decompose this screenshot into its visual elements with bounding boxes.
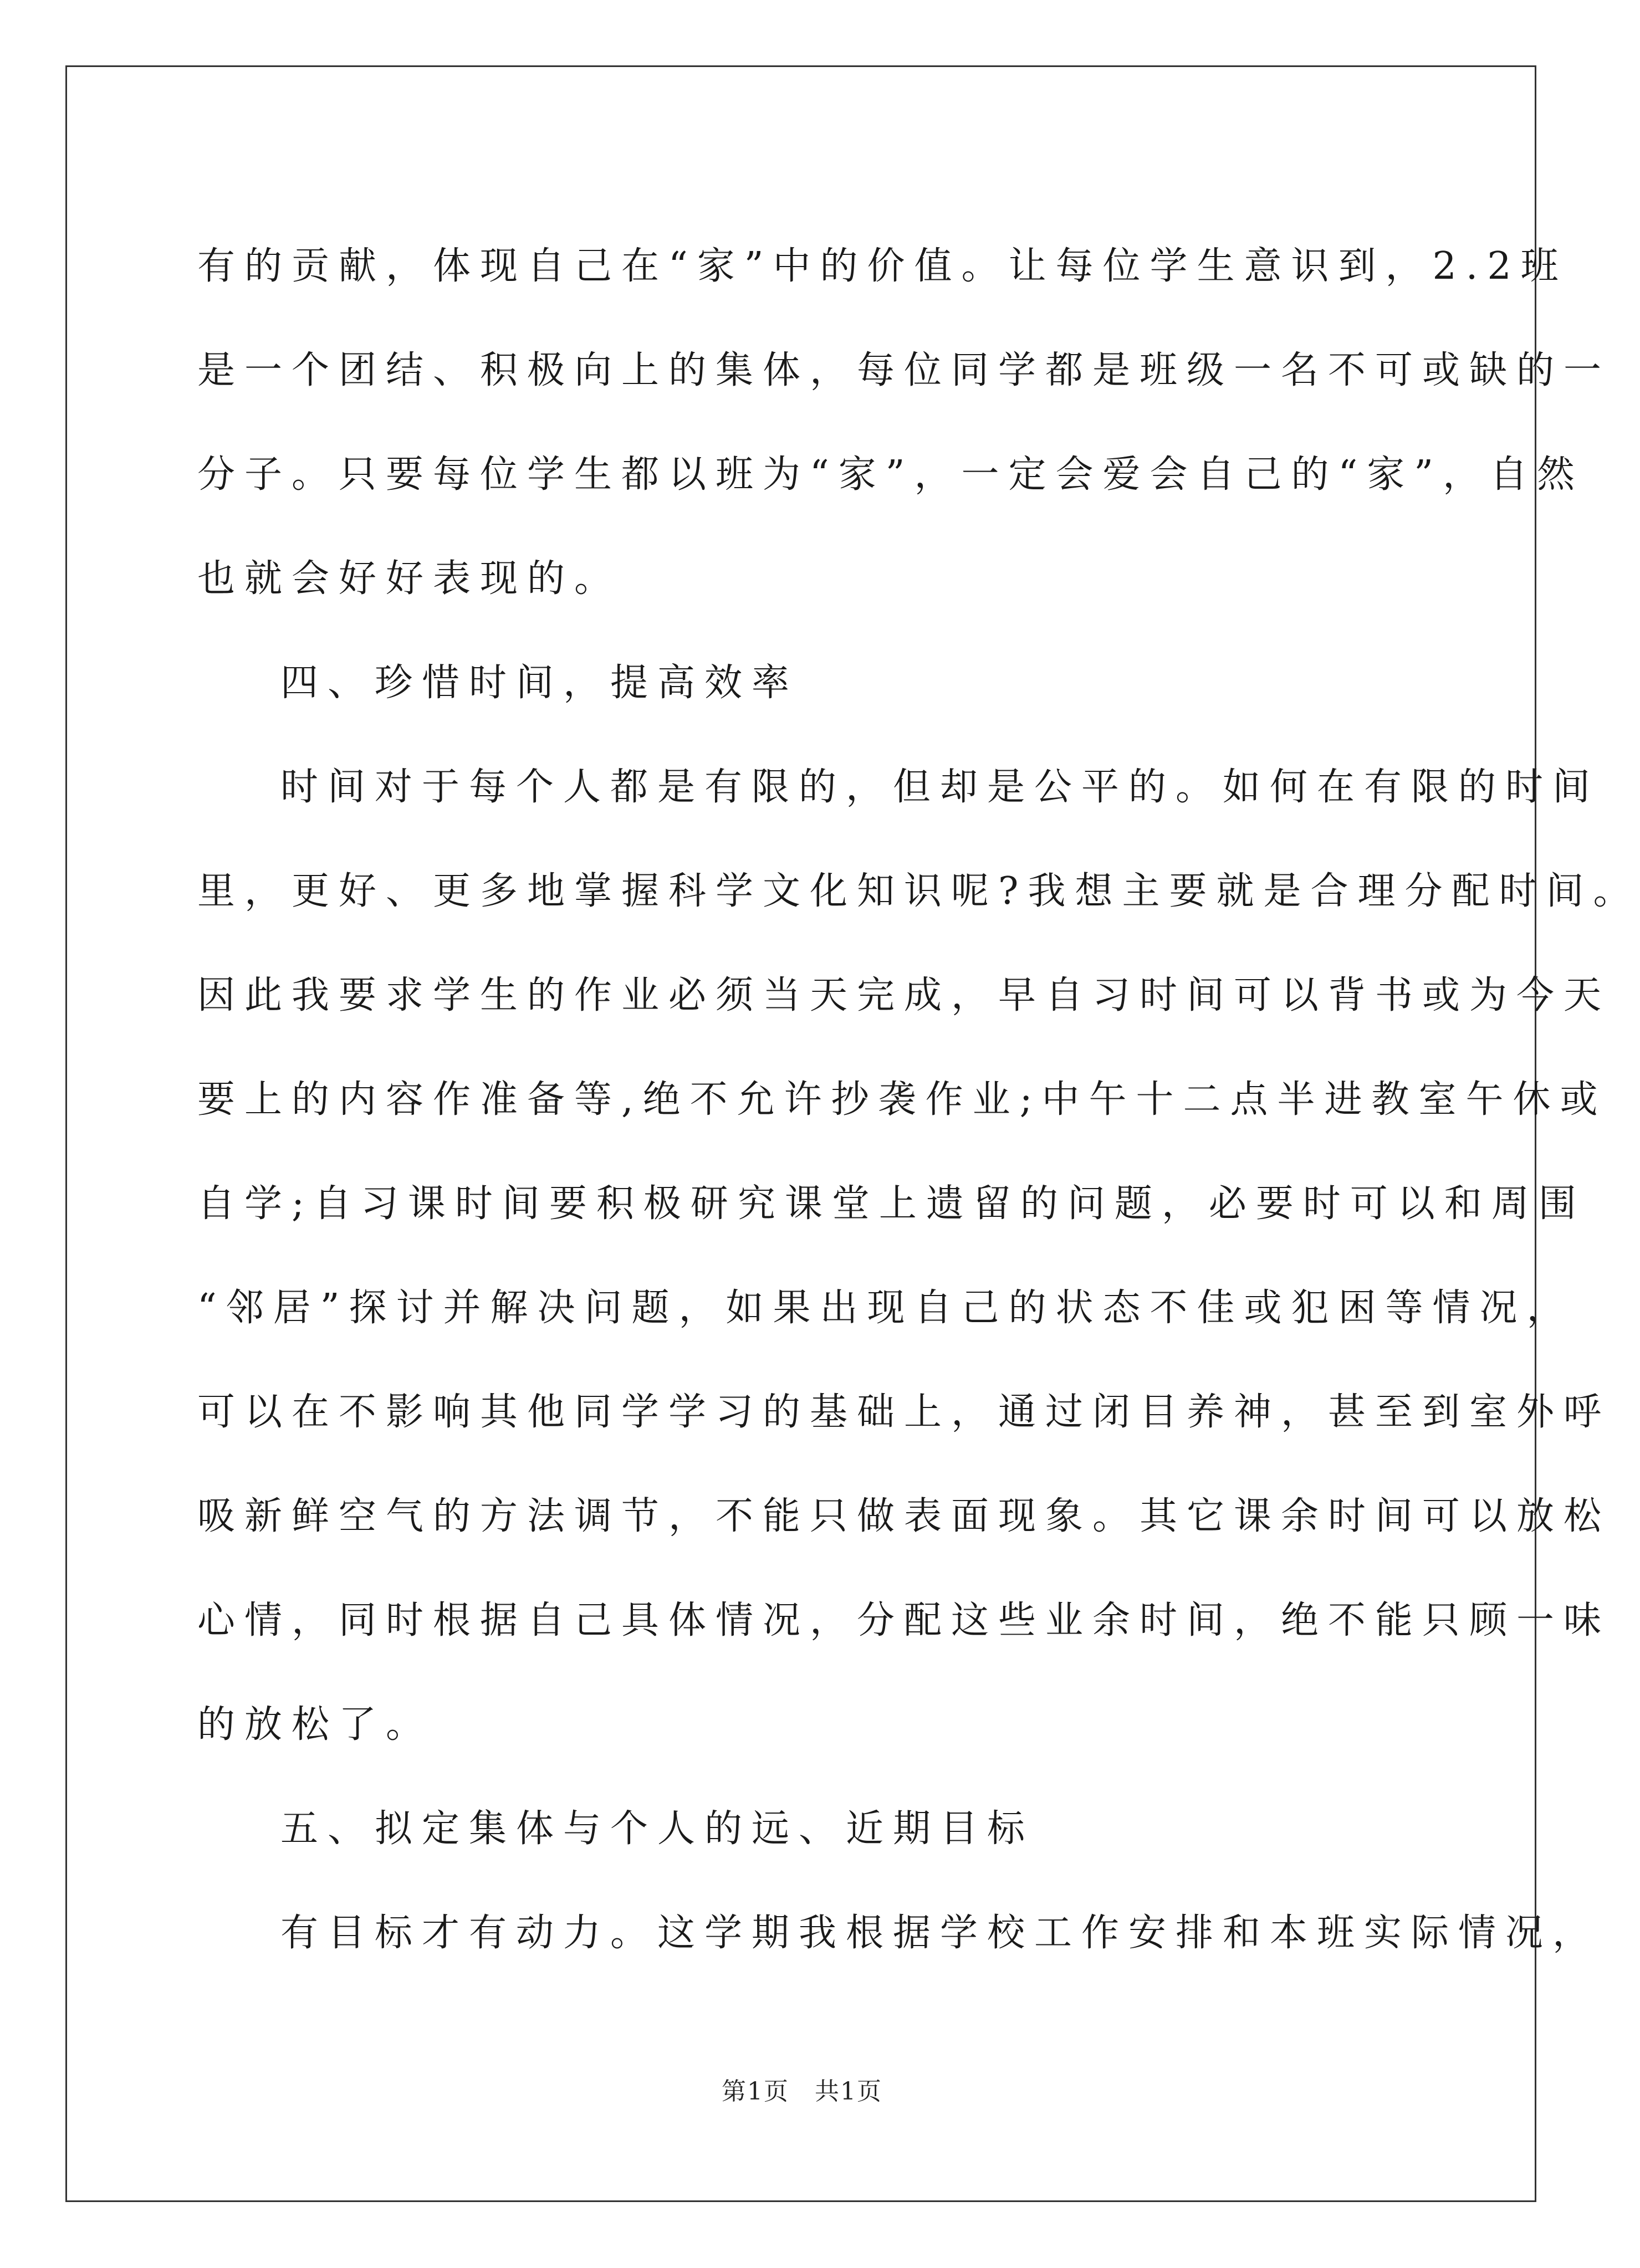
text-line: 要上的内容作准备等,绝不允许抄袭作业;中午十二点半进教室午休或 — [197, 1077, 1607, 1122]
text-line: 心情，同时根据自己具体情况，分配这些业余时间，绝不能只顾一味 — [197, 1598, 1611, 1642]
text-line: 因此我要求学生的作业必须当天完成，早自习时间可以背书或为今天 — [197, 973, 1611, 1017]
text-line: 吸新鲜空气的方法调节，不能只做表面现象。其它课余时间可以放松 — [197, 1494, 1611, 1538]
section-heading: 五、拟定集体与个人的远、近期目标 — [280, 1806, 1035, 1851]
page-number: 第1页 共1页 — [722, 2077, 882, 2106]
text-line: 可以在不影响其他同学学习的基础上，通过闭目养神，甚至到室外呼 — [197, 1390, 1611, 1434]
text-line: 有目标才有动力。这学期我根据学校工作安排和本班实际情况， — [280, 1911, 1600, 1955]
document-body — [197, 211, 1640, 1982]
text-line: 是一个团结、积极向上的集体，每位同学都是班级一名不可或缺的一 — [197, 348, 1611, 392]
text-line: “邻居”探讨并解决问题，如果出现自己的状态不佳或犯困等情况， — [197, 1286, 1574, 1330]
text-line: 也就会好好表现的。 — [197, 556, 622, 601]
text-line: 自学;自习课时间要积极研究课堂上遗留的问题，必要时可以和周围 — [197, 1181, 1586, 1226]
text-line: 时间对于每个人都是有限的，但却是公平的。如何在有限的时间 — [280, 765, 1600, 809]
text-line: 的放松了。 — [197, 1702, 433, 1747]
section-heading: 四、珍惜时间，提高效率 — [280, 661, 799, 705]
text-line: 里，更好、更多地掌握科学文化知识呢?我想主要就是合理分配时间。 — [197, 869, 1640, 913]
text-line: 分子。只要每位学生都以班为“家”，一定会爱会自己的“家”，自然 — [197, 452, 1585, 496]
text-line: 有的贡献，体现自己在“家”中的价值。让每位学生意识到，2.2班 — [197, 244, 1568, 288]
